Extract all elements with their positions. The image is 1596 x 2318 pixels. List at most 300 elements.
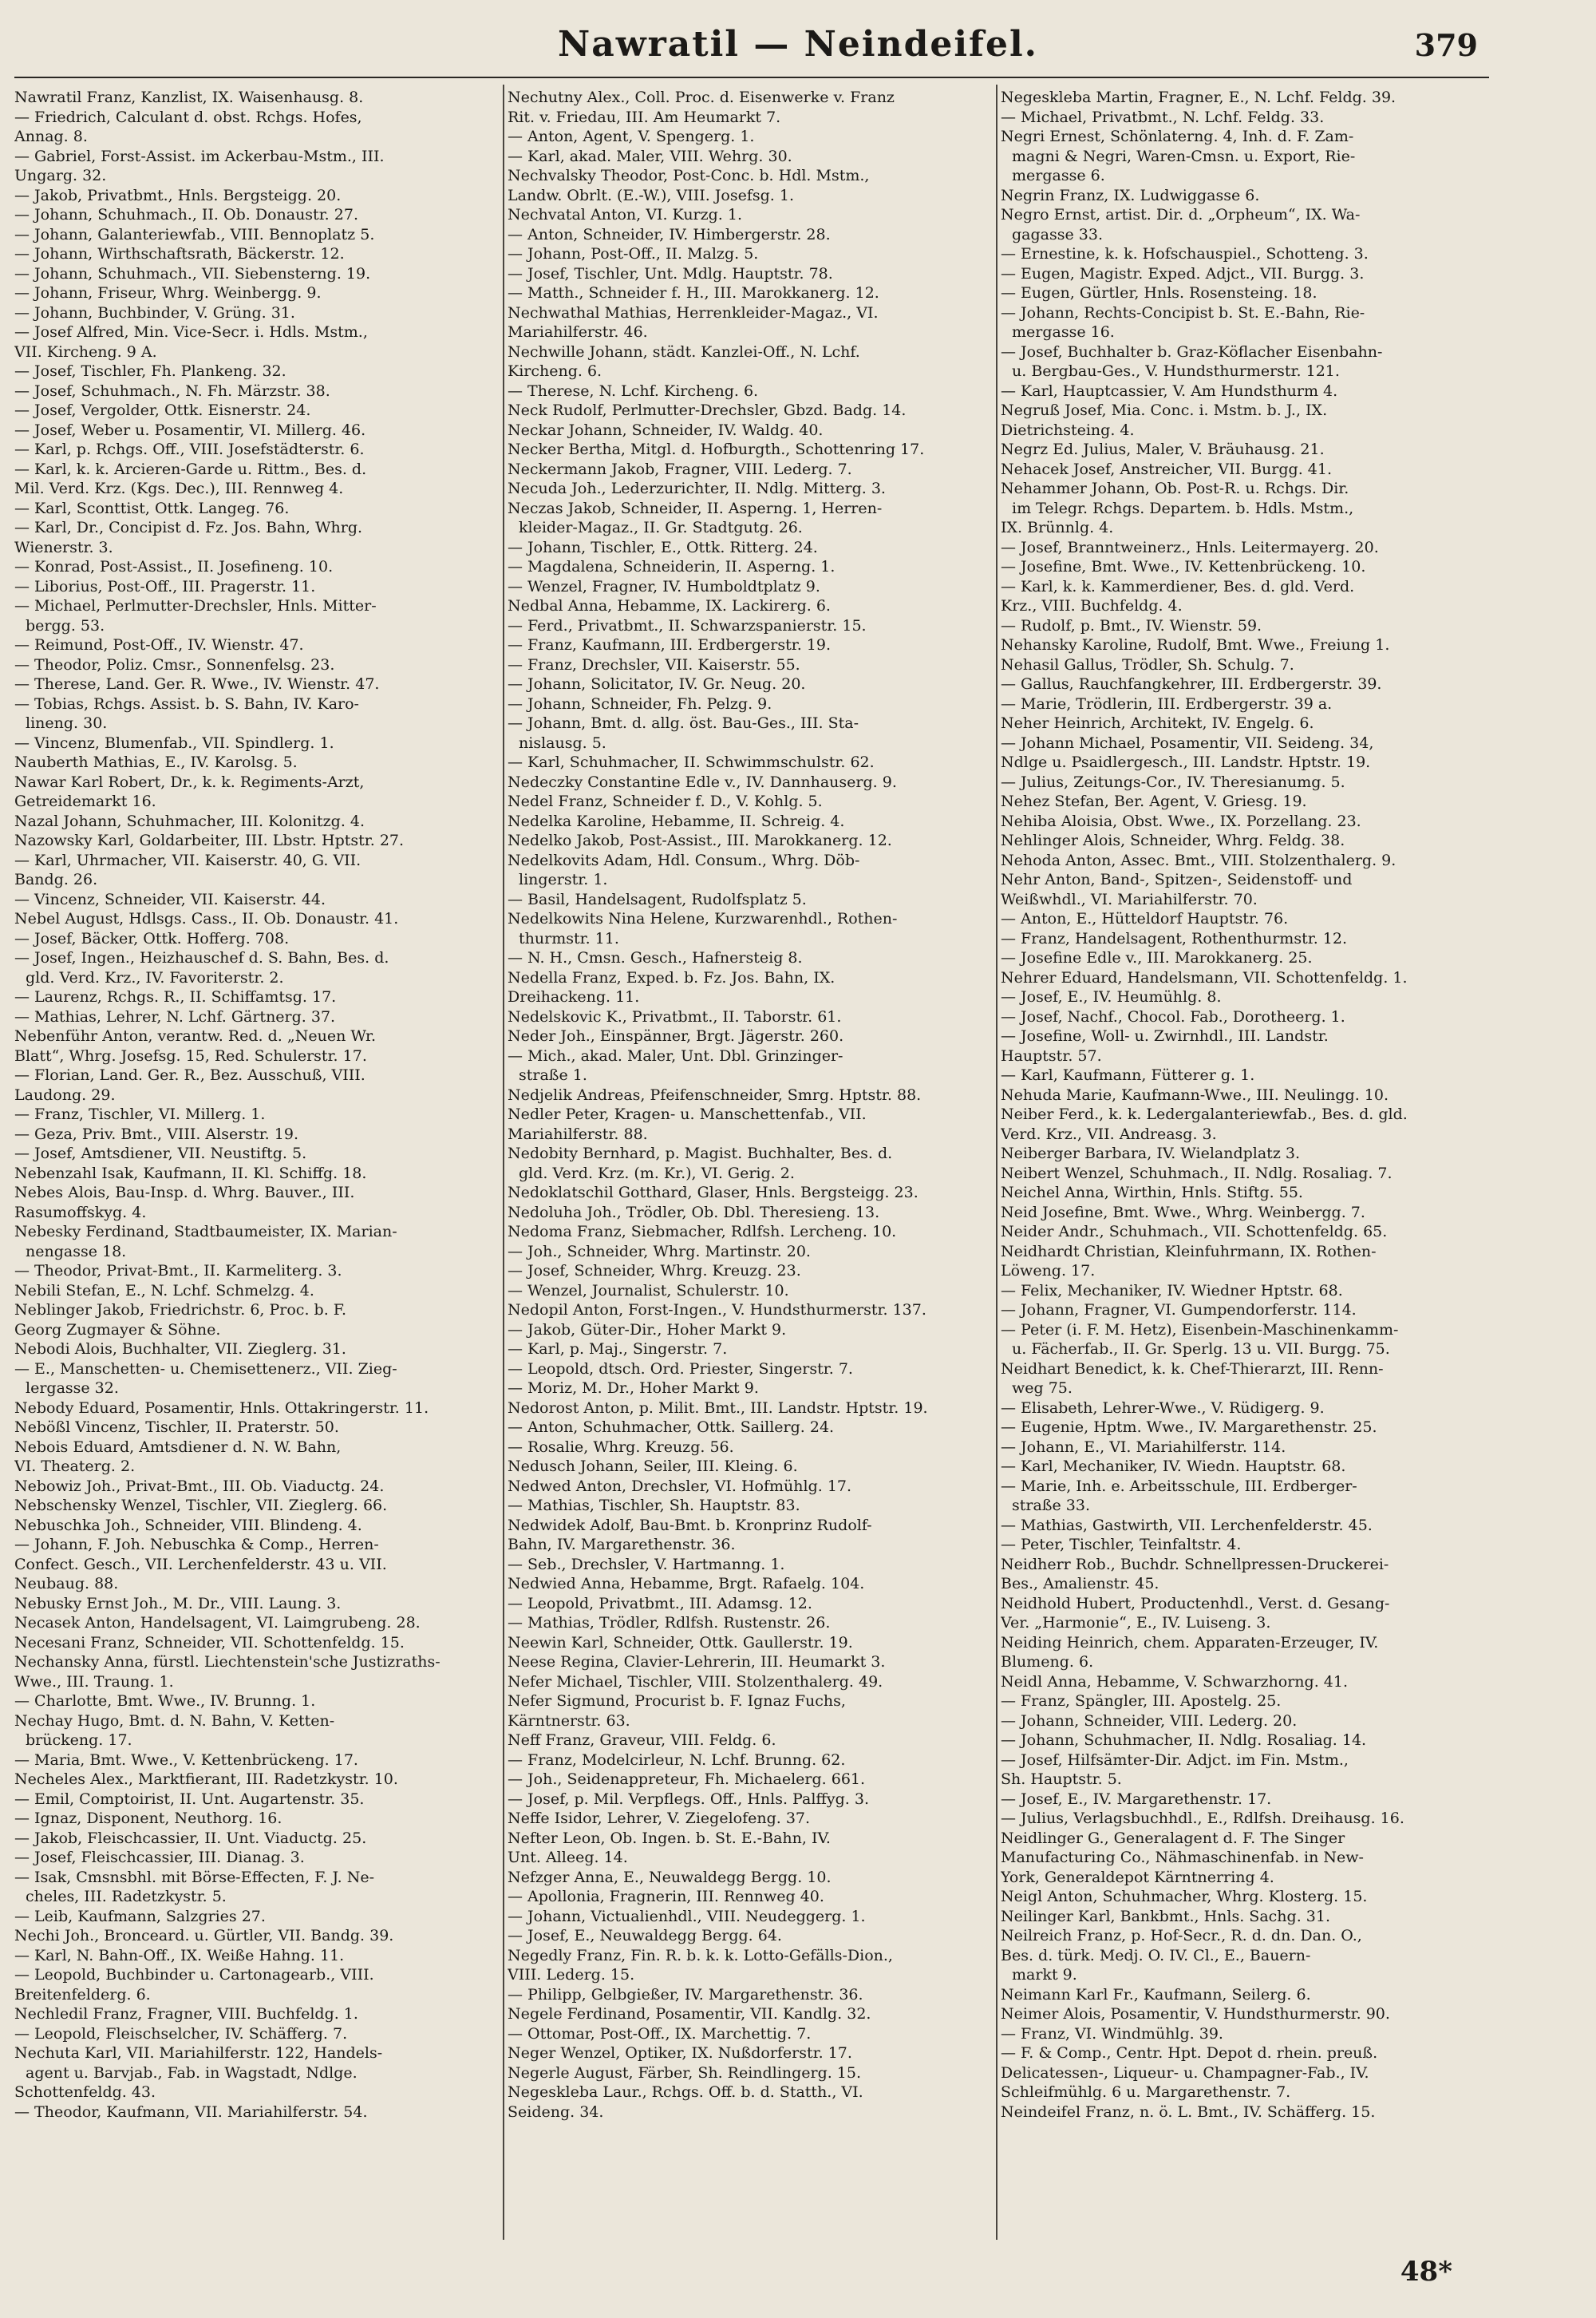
directory-entry: lergasse 32.	[26, 1379, 119, 1397]
directory-entry: Nedorost Anton, p. Milit. Bmt., III. Landstr. Hptstr. 19.	[508, 1398, 928, 1417]
directory-entry: Neder Joh., Einspänner, Brgt. Jägerstr. 260.	[508, 1027, 844, 1045]
directory-entry: Verd. Krz., VII. Andreasg. 3.	[1001, 1125, 1217, 1143]
directory-entry: Nedusch Johann, Seiler, III. Kleing. 6.	[508, 1458, 798, 1475]
directory-entry: lineng. 30.	[26, 714, 108, 732]
directory-entry: — Theodor, Privat-Bmt., II. Karmeliterg. 3.	[14, 1262, 342, 1280]
directory-entry: — Karl, Kaufmann, Fütterer g. 1.	[1001, 1066, 1255, 1084]
directory-entry: — Josef, Branntweinerz., Hnls. Leitermayerg. 20.	[1001, 538, 1379, 556]
directory-entry: Neibert Wenzel, Schuhmach., II. Ndlg. Rosaliag. 7.	[1001, 1164, 1393, 1182]
directory-entry: Nazowsky Karl, Goldarbeiter, III. Lbstr. Hptstr. 27.	[14, 832, 405, 849]
directory-entry: Nechvatal Anton, VI. Kurzg. 1.	[508, 206, 743, 223]
directory-entry: — Charlotte, Bmt. Wwe., IV. Brunng. 1.	[14, 1692, 316, 1710]
directory-entry: Neidl Anna, Hebamme, V. Schwarzhorng. 41.	[1001, 1672, 1348, 1691]
directory-entry: — Rudolf, p. Bmt., IV. Wienstr. 59.	[1001, 616, 1262, 635]
directory-entry: — Felix, Mechaniker, IV. Wiedner Hptstr. 68.	[1001, 1281, 1343, 1299]
directory-entry: im Telegr. Rchgs. Departem. b. Hdls. Mstm.,	[1012, 499, 1354, 517]
directory-entry: Negruß Josef, Mia. Conc. i. Mstm. b. J., IX.	[1001, 401, 1328, 419]
directory-entry: — Josef, Tischler, Fh. Plankeng. 32.	[14, 362, 286, 380]
directory-entry: Seideng. 34.	[508, 2102, 604, 2121]
directory-entry: Nebel August, Hdlsgs. Cass., II. Ob. Donaustr. 41.	[14, 910, 399, 928]
directory-entry: agent u. Barvjab., Fab. in Wagstadt, Ndlge.	[26, 2063, 358, 2082]
directory-entry: Unt. Alleeg. 14.	[508, 1849, 628, 1866]
directory-entry: — Leopold, dtsch. Ord. Priester, Singerstr. 7.	[508, 1359, 853, 1378]
directory-entry: — Theodor, Kaufmann, VII. Mariahilferstr. 54.	[14, 2102, 368, 2121]
directory-entry: Nedler Peter, Kragen- u. Manschettenfab., VII.	[508, 1106, 867, 1123]
directory-entry: Negrin Franz, IX. Ludwiggasse 6.	[1001, 186, 1260, 204]
directory-entry: VIII. Lederg. 15.	[508, 1966, 635, 1984]
directory-entry: Necker Bertha, Mitgl. d. Hofburgth., Schottenring 17.	[508, 441, 925, 458]
directory-entry: Neiberger Barbara, IV. Wielandplatz 3.	[1001, 1145, 1300, 1162]
directory-entry: Neidhart Benedict, k. k. Chef-Thierarzt, III. Renn-	[1001, 1359, 1384, 1378]
directory-entry: Nedobity Bernhard, p. Magist. Buchhalter, Bes. d.	[508, 1145, 893, 1162]
directory-entry: — Karl, Schuhmacher, II. Schwimmschulstr. 62.	[508, 754, 875, 771]
directory-entry: — Eugen, Magistr. Exped. Adjct., VII. Burgg. 3.	[1001, 264, 1365, 283]
directory-entry: Neckar Johann, Schneider, IV. Waldg. 40.	[508, 421, 824, 439]
directory-entry: — Wenzel, Fragner, IV. Humboldtplatz 9.	[508, 577, 820, 595]
directory-entry: Neidlinger G., Generalagent d. F. The Singer	[1001, 1829, 1345, 1847]
directory-entry: Manufacturing Co., Nähmaschinenfab. in New-	[1001, 1849, 1364, 1866]
directory-entry: Georg Zugmayer & Söhne.	[14, 1320, 221, 1339]
directory-entry: Nehoda Anton, Assec. Bmt., VIII. Stolzenthalerg. 9.	[1001, 851, 1396, 869]
directory-entry: Ndlge u. Psaidlergesch., III. Landstr. Hptstr. 19.	[1001, 754, 1371, 771]
directory-entry: Ver. „Harmonie“, E., IV. Luiseng. 3.	[1001, 1614, 1271, 1632]
directory-entry: VII. Kircheng. 9 A.	[14, 342, 157, 361]
directory-entry: Neffe Isidor, Lehrer, V. Ziegelofeng. 37.	[508, 1810, 811, 1827]
directory-entry: markt 9.	[1012, 1966, 1077, 1984]
directory-entry: Blatt“, Whrg. Josefsg. 15, Red. Schulerstr. 17.	[14, 1046, 367, 1065]
directory-entry: Neindeifel Franz, n. ö. L. Bmt., IV. Schäfferg. 15.	[1001, 2102, 1376, 2121]
directory-entry: Bandg. 26.	[14, 871, 98, 888]
directory-entry: — Anton, Schuhmacher, Ottk. Saillerg. 24.	[508, 1418, 835, 1436]
directory-entry: Neigl Anton, Schuhmacher, Whrg. Klosterg. 15.	[1001, 1888, 1368, 1905]
directory-entry: — Gallus, Rauchfangkehrer, III. Erdbergerstr. 39.	[1001, 675, 1382, 693]
directory-entry: — Theodor, Poliz. Cmsr., Sonnenfelsg. 23.	[14, 655, 335, 674]
directory-entry: Nebes Alois, Bau-Insp. d. Whrg. Bauver., III.	[14, 1184, 355, 1201]
directory-entry: gagasse 33.	[1012, 225, 1103, 243]
directory-entry: Krz., VIII. Buchfeldg. 4.	[1001, 597, 1183, 615]
directory-entry: — Johann, Schneider, VIII. Lederg. 20.	[1001, 1711, 1298, 1730]
directory-entry: Schottenfeldg. 43.	[14, 2083, 156, 2101]
directory-entry: Negri Ernest, Schönlaterng. 4, Inh. d. F. Zam-	[1001, 128, 1354, 145]
directory-entry: — Leib, Kaufmann, Salzgries 27.	[14, 1907, 266, 1925]
directory-entry: — Josef, Vergolder, Ottk. Eisnerstr. 24.	[14, 401, 311, 419]
directory-entry: Laudong. 29.	[14, 1086, 116, 1104]
directory-entry: Nawratil Franz, Kanzlist, IX. Waisenhausg. 8.	[14, 89, 364, 106]
directory-entry: — Johann, Galanteriewfab., VIII. Bennoplatz 5.	[14, 225, 375, 243]
directory-entry: — Karl, k. k. Arcieren-Garde u. Rittm., Bes. d.	[14, 460, 367, 478]
directory-entry: — Magdalena, Schneiderin, II. Asperng. 1.	[508, 558, 836, 576]
directory-entry: Negeskleba Laur., Rchgs. Off. b. d. Statth., VI.	[508, 2083, 863, 2101]
directory-entry: — Vincenz, Blumenfab., VII. Spindlerg. 1.	[14, 734, 334, 752]
directory-entry: Nebenführ Anton, verantw. Red. d. „Neuen Wr.	[14, 1027, 377, 1045]
directory-entry: Nedel Franz, Schneider f. D., V. Kohlg. 5.	[508, 793, 823, 810]
directory-entry: — Josef, Fleischcassier, III. Dianag. 3.	[14, 1849, 305, 1866]
directory-entry: — Philipp, Gelbgießer, IV. Margarethenstr. 36.	[508, 1985, 863, 2004]
directory-entry: — Karl, Sconttist, Ottk. Langeg. 76.	[14, 499, 290, 517]
directory-entry: Neewin Karl, Schneider, Ottk. Gaullerstr. 19.	[508, 1633, 853, 1651]
directory-entry: Negrz Ed. Julius, Maler, V. Bräuhausg. 21.	[1001, 441, 1325, 458]
directory-entry: — Ottomar, Post-Off., IX. Marchettig. 7.	[508, 2024, 812, 2043]
directory-entry: Nebois Eduard, Amtsdiener d. N. W. Bahn,	[14, 1438, 342, 1456]
directory-entry: — Matth., Schneider f. H., III. Marokkanerg. 12.	[508, 284, 879, 302]
directory-entry: Necesani Franz, Schneider, VII. Schottenfeldg. 15.	[14, 1633, 405, 1651]
directory-entry: — F. & Comp., Centr. Hpt. Depot d. rhein. preuß.	[1001, 2044, 1378, 2062]
directory-entry: Nebowiz Joh., Privat-Bmt., III. Ob. Viaductg. 24.	[14, 1477, 385, 1495]
directory-entry: — Josef, Hilfsämter-Dir. Adjct. im Fin. Mstm.,	[1001, 1750, 1349, 1769]
directory-entry: Neidherr Rob., Buchdr. Schnellpressen-Druckerei-	[1001, 1555, 1389, 1573]
directory-entry: Nedjelik Andreas, Pfeifenschneider, Smrg. Hptstr. 88.	[508, 1086, 922, 1104]
directory-entry: Necuda Joh., Lederzurichter, II. Ndlg. Mitterg. 3.	[508, 480, 886, 497]
directory-entry: brückeng. 17.	[26, 1731, 132, 1749]
directory-entry: Nehrer Eduard, Handelsmann, VII. Schottenfeldg. 1.	[1001, 968, 1408, 987]
directory-entry: — Vincenz, Schneider, VII. Kaiserstr. 44.	[14, 890, 326, 908]
directory-entry: Delicatessen-, Liqueur- u. Champagner-Fab., IV.	[1001, 2063, 1369, 2082]
directory-entry: — Johann, Rechts-Concipist b. St. E.-Bahn, Rie-	[1001, 303, 1365, 322]
directory-entry: IX. Brünnlg. 4.	[1001, 519, 1114, 536]
directory-entry: VI. Theaterg. 2.	[14, 1458, 136, 1475]
column-divider	[996, 85, 998, 2240]
directory-entry: — Johann, Schuhmacher, II. Ndlg. Rosaliag. 14.	[1001, 1731, 1367, 1749]
directory-entry: — Laurenz, Rchgs. R., II. Schiffamtsg. 17.	[14, 988, 337, 1006]
directory-entry: Mil. Verd. Krz. (Kgs. Dec.), III. Rennweg 4.	[14, 480, 344, 497]
directory-entry: Bes., Amalienstr. 45.	[1001, 1575, 1159, 1592]
directory-entry: — Josef Alfred, Min. Vice-Secr. i. Hdls. Mstm.,	[14, 323, 368, 341]
directory-entry: gld. Verd. Krz., IV. Favoriterstr. 2.	[26, 968, 284, 987]
directory-entry: Neilinger Karl, Bankbmt., Hnls. Sachg. 31.	[1001, 1907, 1330, 1925]
directory-entry: Nefer Sigmund, Procurist b. F. Ignaz Fuchs,	[508, 1692, 846, 1710]
directory-entry: — Johann, Fragner, VI. Gumpendorferstr. 114.	[1001, 1301, 1357, 1319]
directory-entry: Nauberth Mathias, E., IV. Karolsg. 5.	[14, 754, 298, 771]
directory-entry: Ungarg. 32.	[14, 167, 107, 184]
directory-entry: Nebößl Vincenz, Tischler, II. Praterstr. 50.	[14, 1418, 339, 1436]
directory-entry: Schleifmühlg. 6 u. Margarethenstr. 7.	[1001, 2083, 1291, 2101]
directory-entry: — Moriz, M. Dr., Hoher Markt 9.	[508, 1379, 759, 1397]
directory-entry: Nedoluha Joh., Trödler, Ob. Dbl. Theresieng. 13.	[508, 1203, 880, 1221]
directory-entry: Nefer Michael, Tischler, VIII. Stolzenthalerg. 49.	[508, 1672, 883, 1691]
directory-entry: — Julius, Zeitungs-Cor., IV. Theresianumg. 5.	[1001, 773, 1345, 791]
directory-entry: Neiber Ferd., k. k. Ledergalanteriewfab., Bes. d. gld.	[1001, 1106, 1408, 1123]
directory-entry: mergasse 6.	[1012, 167, 1105, 184]
directory-entry: — Josef, E., Neuwaldegg Bergg. 64.	[508, 1927, 782, 1944]
directory-entry: — Karl, Uhrmacher, VII. Kaiserstr. 40, G. VII.	[14, 851, 361, 869]
directory-entry: Nawar Karl Robert, Dr., k. k. Regiments-Arzt,	[14, 773, 365, 791]
directory-entry: — Leopold, Fleischselcher, IV. Schäfferg. 7.	[14, 2024, 348, 2043]
directory-entry: — Ignaz, Disponent, Neuthorg. 16.	[14, 1810, 282, 1827]
directory-entry: — Josefine, Bmt. Wwe., IV. Kettenbrückeng. 10.	[1001, 558, 1366, 576]
directory-entry: Neher Heinrich, Architekt, IV. Engelg. 6.	[1001, 714, 1314, 732]
directory-entry: Nechi Joh., Bronceard. u. Gürtler, VII. Bandg. 39.	[14, 1927, 394, 1944]
directory-entry: Negerle August, Färber, Sh. Reindlingerg. 15.	[508, 2063, 862, 2082]
directory-entry: Bahn, IV. Margarethenstr. 36.	[508, 1536, 736, 1553]
directory-entry: Nechvalsky Theodor, Post-Conc. b. Hdl. Mstm.,	[508, 167, 870, 184]
directory-entry: Nehansky Karoline, Rudolf, Bmt. Wwe., Freiung 1.	[1001, 636, 1390, 654]
directory-entry: Nebodi Alois, Buchhalter, VII. Zieglerg. 31.	[14, 1340, 346, 1358]
directory-entry: — Johann, Victualienhdl., VIII. Neudeggerg. 1.	[508, 1907, 866, 1925]
directory-entry: — Karl, p. Maj., Singerstr. 7.	[508, 1340, 728, 1358]
directory-entry: Confect. Gesch., VII. Lerchenfelderstr. 43 u. VII.	[14, 1555, 387, 1573]
directory-entry: Nedelskovic K., Privatbmt., II. Taborstr. 61.	[508, 1007, 842, 1026]
directory-entry: — Anton, Agent, V. Spengerg. 1.	[508, 128, 755, 145]
directory-entry: — Johann, Friseur, Whrg. Weinbergg. 9.	[14, 284, 322, 302]
directory-entry: Nehasil Gallus, Trödler, Sh. Schulg. 7.	[1001, 655, 1294, 674]
directory-entry: — Leopold, Buchbinder u. Cartonagearb., VIII.	[14, 1966, 374, 1984]
directory-entry: Breitenfelderg. 6.	[14, 1985, 151, 2004]
directory-entry: — E., Manschetten- u. Chemisettenerz., VII. Zieg-	[14, 1359, 397, 1378]
directory-entry: Nebenzahl Isak, Kaufmann, II. Kl. Schiffg. 18.	[14, 1164, 367, 1182]
directory-entry: — Josefine, Woll- u. Zwirnhdl., III. Landstr.	[1001, 1027, 1329, 1045]
directory-entry: — Franz, Handelsagent, Rothenthurmstr. 12.	[1001, 929, 1347, 947]
directory-entry: Hauptstr. 57.	[1001, 1046, 1102, 1065]
directory-entry: Nedwied Anna, Hebamme, Brgt. Rafaelg. 104.	[508, 1575, 865, 1592]
directory-entry: — Josef, E., IV. Heumühlg. 8.	[1001, 988, 1222, 1006]
directory-entry: Wwe., III. Traung. 1.	[14, 1672, 174, 1691]
directory-entry: — Rosalie, Whrg. Kreuzg. 56.	[508, 1438, 734, 1456]
directory-entry: kleider-Magaz., II. Gr. Stadtgutg. 26.	[519, 519, 803, 536]
header-rule	[14, 77, 1489, 78]
directory-entry: Negeskleba Martin, Fragner, E., N. Lchf. Feldg. 39.	[1001, 89, 1396, 106]
directory-entry: — Franz, Kaufmann, III. Erdbergerstr. 19.	[508, 636, 832, 654]
directory-entry: Kärntnerstr. 63.	[508, 1711, 630, 1730]
directory-entry: Neubaug. 88.	[14, 1575, 119, 1592]
directory-entry: — Seb., Drechsler, V. Hartmanng. 1.	[508, 1555, 785, 1573]
directory-entry: Nebili Stefan, E., N. Lchf. Schmelzg. 4.	[14, 1281, 314, 1299]
directory-entry: Neid Josefine, Bmt. Wwe., Whrg. Weinbergg. 7.	[1001, 1203, 1365, 1221]
directory-entry: — Karl, p. Rchgs. Off., VIII. Josefstädterstr. 6.	[14, 441, 365, 458]
directory-entry: Nedelka Karoline, Hebamme, II. Schreig. 4.	[508, 812, 845, 830]
directory-entry: — Franz, Tischler, VI. Millerg. 1.	[14, 1106, 266, 1123]
directory-entry: Nehacek Josef, Anstreicher, VII. Burgg. 41.	[1001, 460, 1333, 478]
directory-entry: Bes. d. türk. Medj. O. IV. Cl., E., Bauern-	[1001, 1946, 1311, 1964]
directory-entry: — Friedrich, Calculant d. obst. Rchgs. Hofes,	[14, 108, 362, 126]
directory-entry: straße 1.	[519, 1066, 587, 1084]
directory-entry: — Eugenie, Hptm. Wwe., IV. Margarethenstr. 25.	[1001, 1418, 1377, 1436]
directory-entry: nengasse 18.	[26, 1242, 127, 1260]
directory-entry: — Johann, Schneider, Fh. Pelzg. 9.	[508, 694, 772, 713]
directory-entry: — Josef, Weber u. Posamentir, VI. Millerg. 46.	[14, 421, 366, 439]
directory-entry: — Gabriel, Forst-Assist. im Ackerbau-Mstm., III.	[14, 147, 385, 165]
directory-entry: Nedwidek Adolf, Bau-Bmt. b. Kronprinz Rudolf-	[508, 1516, 872, 1534]
directory-entry: cheles, III. Radetzkystr. 5.	[26, 1888, 227, 1905]
directory-entry: — Joh., Schneider, Whrg. Martinstr. 20.	[508, 1242, 811, 1260]
directory-entry: Nedopil Anton, Forst-Ingen., V. Hundsthurmerstr. 137.	[508, 1301, 926, 1319]
directory-entry: Nefter Leon, Ob. Ingen. b. St. E.-Bahn, IV.	[508, 1829, 831, 1847]
directory-entry: — Florian, Land. Ger. R., Bez. Ausschuß, VIII.	[14, 1066, 365, 1084]
directory-entry: — Elisabeth, Lehrer-Wwe., V. Rüdigerg. 9.	[1001, 1398, 1325, 1417]
directory-entry: nislausg. 5.	[519, 734, 606, 752]
directory-entry: Nechay Hugo, Bmt. d. N. Bahn, V. Ketten-	[14, 1711, 335, 1730]
directory-entry: Nechwille Johann, städt. Kanzlei-Off., N. Lchf.	[508, 342, 860, 361]
directory-entry: Negedly Franz, Fin. R. b. k. k. Lotto-Gefälls-Dion.,	[508, 1946, 893, 1964]
directory-entry: Nedelkowits Nina Helene, Kurzwarenhdl., Rothen-	[508, 910, 898, 928]
directory-entry: thurmstr. 11.	[519, 929, 619, 947]
directory-entry: Neczas Jakob, Schneider, II. Asperng. 1, Herren-	[508, 499, 883, 517]
directory-entry: — Julius, Verlagsbuchhdl., E., Rdlfsh. Dreihausg. 16.	[1001, 1810, 1404, 1827]
directory-entry: — Marie, Inh. e. Arbeitsschule, III. Erdberger-	[1001, 1477, 1357, 1495]
directory-entry: — Ernestine, k. k. Hofschauspiel., Schotteng. 3.	[1001, 245, 1369, 263]
directory-entry: — Josef, Bäcker, Ottk. Hofferg. 708.	[14, 929, 290, 947]
directory-entry: — Wenzel, Journalist, Schulerstr. 10.	[508, 1281, 789, 1299]
directory-entry: — Karl, akad. Maler, VIII. Wehrg. 30.	[508, 147, 792, 165]
directory-entry: — Johann Michael, Posamentir, VII. Seideng. 34,	[1001, 734, 1374, 752]
directory-entry: Nebuschka Joh., Schneider, VIII. Blindeng. 4.	[14, 1516, 362, 1534]
directory-entry: Kircheng. 6.	[508, 362, 602, 380]
directory-entry: — Josef, Ingen., Heizhauschef d. S. Bahn, Bes. d.	[14, 949, 389, 967]
directory-entry: — Basil, Handelsagent, Rudolfsplatz 5.	[508, 890, 807, 908]
directory-entry: Neger Wenzel, Optiker, IX. Nußdorferstr. 17.	[508, 2044, 852, 2062]
directory-entry: — Johann, E., VI. Mariahilferstr. 114.	[1001, 1438, 1286, 1456]
directory-entry: Neider Andr., Schuhmach., VII. Schottenfeldg. 65.	[1001, 1223, 1388, 1240]
directory-entry: — Joh., Seidenappreteur, Fh. Michaelerg. 661.	[508, 1770, 866, 1788]
directory-entry: — Leopold, Privatbmt., III. Adamsg. 12.	[508, 1594, 812, 1612]
directory-entry: u. Fächerfab., II. Gr. Sperlg. 13 u. VII. Burgg. 75.	[1012, 1340, 1390, 1358]
directory-entry: Neimann Karl Fr., Kaufmann, Seilerg. 6.	[1001, 1985, 1311, 2004]
directory-entry: Nehr Anton, Band-, Spitzen-, Seidenstoff- und	[1001, 871, 1353, 888]
sheet-signature: 48*	[1400, 2256, 1452, 2288]
directory-entry: — Josefine Edle v., III. Marokkanerg. 25.	[1001, 949, 1313, 967]
directory-entry: — Johann, Buchbinder, V. Grüng. 31.	[14, 303, 295, 322]
directory-entry: — Josef, p. Mil. Verpflegs. Off., Hnls. Palffyg. 3.	[508, 1790, 869, 1808]
directory-entry: Nedbal Anna, Hebamme, IX. Lackirerg. 6.	[508, 597, 831, 615]
directory-entry: — Johann, Tischler, E., Ottk. Ritterg. 24.	[508, 538, 818, 556]
directory-entry: Nebody Eduard, Posamentir, Hnls. Ottakringerstr. 11.	[14, 1398, 429, 1417]
directory-entry: — Apollonia, Fragnerin, III. Rennweg 40.	[508, 1888, 824, 1905]
directory-entry: — Josef, Amtsdiener, VII. Neustiftg. 5.	[14, 1145, 307, 1162]
directory-entry: — Michael, Privatbmt., N. Lchf. Feldg. 33.	[1001, 108, 1325, 126]
directory-entry: York, Generaldepot Kärntnerring 4.	[1001, 1868, 1274, 1886]
directory-entry: Necheles Alex., Marktfierant, III. Radetzkystr. 10.	[14, 1770, 398, 1788]
directory-entry: — Eugen, Gürtler, Hnls. Rosensteing. 18.	[1001, 284, 1317, 302]
directory-entry: Necasek Anton, Handelsagent, VI. Laimgrubeng. 28.	[14, 1614, 421, 1632]
directory-entry: Nedelkovits Adam, Hdl. Consum., Whrg. Döb-	[508, 851, 860, 869]
directory-entry: — Karl, N. Bahn-Off., IX. Weiße Hahng. 11.	[14, 1946, 345, 1964]
directory-entry: Rit. v. Friedau, III. Am Heumarkt 7.	[508, 108, 781, 126]
directory-entry: straße 33.	[1012, 1497, 1090, 1514]
directory-entry: — Josef, Schuhmach., N. Fh. Märzstr. 38.	[14, 382, 330, 400]
directory-entry: — Jakob, Fleischcassier, II. Unt. Viaductg. 25.	[14, 1829, 367, 1847]
directory-entry: u. Bergbau-Ges., V. Hundsthurmerstr. 121.	[1012, 362, 1340, 380]
column-1	[14, 88, 503, 2243]
directory-entry: Nehez Stefan, Ber. Agent, V. Griesg. 19.	[1001, 793, 1307, 810]
column-3	[1001, 88, 1489, 2243]
directory-entry: — Liborius, Post-Off., III. Pragerstr. 11.	[14, 577, 316, 595]
directory-entry: — Isak, Cmsnsbhl. mit Börse-Effecten, F. J. Ne-	[14, 1868, 374, 1886]
directory-entry: — Tobias, Rchgs. Assist. b. S. Bahn, IV. Karo-	[14, 694, 359, 713]
directory-entry: Nebusky Ernst Joh., M. Dr., VIII. Laung. 3.	[14, 1594, 342, 1612]
directory-entry: — Reimund, Post-Off., IV. Wienstr. 47.	[14, 636, 304, 654]
directory-entry: — Therese, Land. Ger. R. Wwe., IV. Wienstr. 47.	[14, 675, 380, 693]
directory-entry: Nehammer Johann, Ob. Post-R. u. Rchgs. Dir.	[1001, 480, 1349, 497]
directory-entry: — Josef, Buchhalter b. Graz-Köflacher Eisenbahn-	[1001, 342, 1383, 361]
directory-entry: Wienerstr. 3.	[14, 538, 113, 556]
directory-entry: Mariahilferstr. 88.	[508, 1125, 648, 1143]
directory-entry: Neblinger Jakob, Friedrichstr. 6, Proc. b. F.	[14, 1301, 347, 1319]
directory-entry: Nedoma Franz, Siebmacher, Rdlfsh. Lercheng. 10.	[508, 1223, 897, 1240]
column-divider	[503, 85, 504, 2240]
directory-entry: — Franz, Spängler, III. Apostelg. 25.	[1001, 1692, 1282, 1710]
directory-entry: — Johann, Solicitator, IV. Gr. Neug. 20.	[508, 675, 806, 693]
directory-entry: — Mich., akad. Maler, Unt. Dbl. Grinzinger-	[508, 1046, 843, 1065]
directory-entry: bergg. 53.	[26, 616, 105, 635]
directory-entry: weg 75.	[1012, 1379, 1073, 1397]
directory-entry: — Maria, Bmt. Wwe., V. Kettenbrückeng. 17.	[14, 1750, 358, 1769]
directory-entry: Nechansky Anna, fürstl. Liechtenstein'sche Justizraths-	[14, 1653, 440, 1671]
directory-entry: Neiding Heinrich, chem. Apparaten-Erzeuger, IV.	[1001, 1633, 1379, 1651]
directory-entry: — Geza, Priv. Bmt., VIII. Alserstr. 19.	[14, 1125, 298, 1143]
directory-entry: Landw. Obrlt. (E.-W.), VIII. Josefsg. 1.	[508, 186, 795, 204]
directory-entry: Neck Rudolf, Perlmutter-Drechsler, Gbzd. Badg. 14.	[508, 401, 907, 419]
directory-entry: Nedeczky Constantine Edle v., IV. Dannhauserg. 9.	[508, 773, 897, 791]
directory-entry: — Michael, Perlmutter-Drechsler, Hnls. Mitter-	[14, 597, 377, 615]
directory-entry: Neckermann Jakob, Fragner, VIII. Lederg. 7.	[508, 460, 852, 478]
directory-entry: — Josef, E., IV. Margarethenstr. 17.	[1001, 1790, 1272, 1808]
directory-entry: Nebschensky Wenzel, Tischler, VII. Zieglerg. 66.	[14, 1497, 388, 1514]
directory-entry: Weißwhdl., VI. Mariahilferstr. 70.	[1001, 890, 1258, 908]
directory-entry: — Franz, VI. Windmühlg. 39.	[1001, 2024, 1223, 2043]
directory-entry: Negro Ernst, artist. Dir. d. „Orpheum“, IX. Wa-	[1001, 206, 1361, 223]
directory-entry: — Karl, k. k. Kammerdiener, Bes. d. gld. Verd.	[1001, 577, 1355, 595]
directory-entry: Nehlinger Alois, Schneider, Whrg. Feldg. 38.	[1001, 832, 1345, 849]
page-header	[0, 24, 1596, 80]
directory-entry: — Mathias, Trödler, Rdlfsh. Rustenstr. 26.	[508, 1614, 831, 1632]
page-title: Nawratil — Neindeifel.	[557, 24, 1039, 65]
directory-entry: Nefzger Anna, E., Neuwaldegg Bergg. 10.	[508, 1868, 832, 1886]
directory-entry: — Konrad, Post-Assist., II. Josefineng. 10.	[14, 558, 334, 576]
directory-entry: — Mathias, Lehrer, N. Lchf. Gärtnerg. 37.	[14, 1007, 336, 1026]
directory-entry: — Josef, Nachf., Chocol. Fab., Dorotheerg. 1.	[1001, 1007, 1345, 1026]
directory-entry: Neidhold Hubert, Productenhdl., Verst. d. Gesang-	[1001, 1594, 1390, 1612]
directory-entry: — Marie, Trödlerin, III. Erdbergerstr. 39 a.	[1001, 694, 1333, 713]
directory-entry: Nedella Franz, Exped. b. Fz. Jos. Bahn, IX.	[508, 968, 836, 987]
directory-entry: — Josef, Schneider, Whrg. Kreuzg. 23.	[508, 1262, 801, 1280]
directory-entry: Nedelko Jakob, Post-Assist., III. Marokkanerg. 12.	[508, 832, 892, 849]
directory-entry: — Mathias, Gastwirth, VII. Lerchenfelderstr. 45.	[1001, 1516, 1373, 1534]
directory-entry: Rasumoffskyg. 4.	[14, 1203, 147, 1221]
directory-entry: Neimer Alois, Posamentir, V. Hundsthurmerstr. 90.	[1001, 2005, 1390, 2023]
directory-entry: Nehiba Aloisia, Obst. Wwe., IX. Porzellang. 23.	[1001, 812, 1361, 830]
directory-entry: Blumeng. 6.	[1001, 1653, 1094, 1671]
directory-entry: — Josef, Tischler, Unt. Mdlg. Hauptstr. 78.	[508, 264, 833, 283]
directory-entry: Nehuda Marie, Kaufmann-Wwe., III. Neulingg. 10.	[1001, 1086, 1389, 1104]
directory-entry: Getreidemarkt 16.	[14, 793, 156, 810]
directory-entry: — Johann, Post-Off., II. Malzg. 5.	[508, 245, 759, 263]
directory-entry: Nechwathal Mathias, Herrenkleider-Magaz., VI.	[508, 303, 879, 322]
directory-entry: Nedwed Anton, Drechsler, VI. Hofmühlg. 17.	[508, 1477, 852, 1495]
directory-entry: Neff Franz, Graveur, VIII. Feldg. 6.	[508, 1731, 776, 1749]
directory-entry: — Karl, Mechaniker, IV. Wiedn. Hauptstr. 68.	[1001, 1458, 1346, 1475]
directory-entry: Löweng. 17.	[1001, 1262, 1096, 1280]
directory-entry: Nechutny Alex., Coll. Proc. d. Eisenwerke v. Franz	[508, 89, 895, 106]
directory-entry: Nechuta Karl, VII. Mariahilferstr. 122, Handels-	[14, 2044, 383, 2062]
directory-entry: Annag. 8.	[14, 128, 88, 145]
directory-entry: Nedoklatschil Gotthard, Glaser, Hnls. Bergsteigg. 23.	[508, 1184, 918, 1201]
directory-entry: — Johann, Schuhmach., II. Ob. Donaustr. 27.	[14, 206, 358, 223]
directory-entry: Nazal Johann, Schuhmacher, III. Kolonitzg. 4.	[14, 812, 365, 830]
directory-entry: Sh. Hauptstr. 5.	[1001, 1770, 1122, 1788]
directory-entry: — Ferd., Privatbmt., II. Schwarzspanierstr. 15.	[508, 616, 867, 635]
page-number: 379	[1414, 27, 1478, 63]
directory-entry: Neilreich Franz, p. Hof-Secr., R. d. dn. Dan. O.,	[1001, 1927, 1362, 1944]
directory-entry: Dreihackeng. 11.	[508, 988, 640, 1006]
directory-entry: — Jakob, Güter-Dir., Hoher Markt 9.	[508, 1320, 787, 1339]
directory-entry: Neidhardt Christian, Kleinfuhrmann, IX. Rothen-	[1001, 1242, 1377, 1260]
directory-entry: — Anton, Schneider, IV. Himbergerstr. 28.	[508, 225, 831, 243]
directory-entry: Neese Regina, Clavier-Lehrerin, III. Heumarkt 3.	[508, 1653, 886, 1671]
directory-entry: — Mathias, Tischler, Sh. Hauptstr. 83.	[508, 1497, 800, 1514]
directory-entry: — Johann, F. Joh. Nebuschka & Comp., Herren-	[14, 1536, 379, 1553]
directory-entry: — N. H., Cmsn. Gesch., Hafnersteig 8.	[508, 949, 803, 967]
directory-entry: — Emil, Comptoirist, II. Unt. Augartenstr. 35.	[14, 1790, 365, 1808]
directory-entry: gld. Verd. Krz. (m. Kr.), VI. Gerig. 2.	[519, 1164, 795, 1182]
